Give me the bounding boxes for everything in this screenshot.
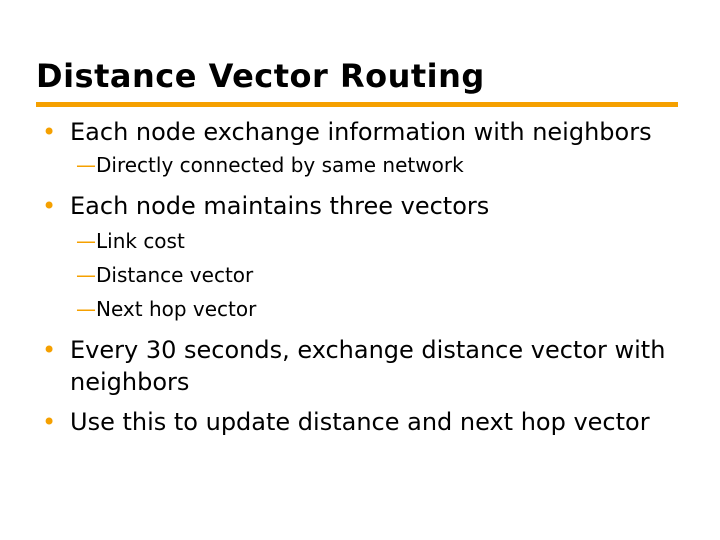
dash-icon: — [76,263,96,287]
bullet-text: Every 30 seconds, exchange distance vector with neighbors [70,336,666,396]
sub-bullet-item [76,262,253,288]
sub-bullet-item [76,152,464,178]
bullet-text: Each node maintains three vectors [70,192,490,220]
sub-bullet-text: Distance vector [96,263,254,287]
sub-bullet-item [76,228,185,254]
bullet-text: Use this to update distance and next hop vector [70,408,650,436]
sub-bullet-text: Next hop vector [96,297,257,321]
bullet-text: Each node exchange information with neighbors [70,118,652,146]
dash-icon: — [76,229,96,253]
slide-title: Distance Vector Routing [36,57,485,95]
sub-bullet-item [76,296,256,322]
dash-icon: — [76,153,96,177]
dash-icon: — [76,297,96,321]
sub-bullet-text: Directly connected by same network [96,153,464,177]
bullet-icon: • [42,408,57,436]
sub-bullet-text: Link cost [96,229,185,253]
bullet-icon: • [42,336,57,364]
bullet-icon: • [42,192,57,220]
bullet-icon: • [42,118,57,146]
